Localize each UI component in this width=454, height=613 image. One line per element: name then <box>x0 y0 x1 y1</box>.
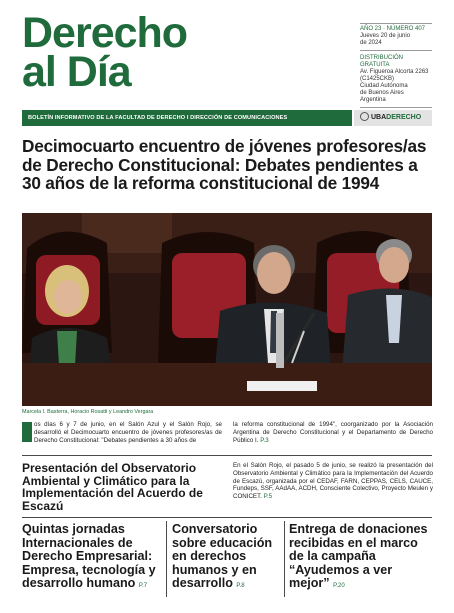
distribution-label: DISTRIBUCIÓN GRATUITA <box>360 55 404 68</box>
address-line: Av. Figueroa Alcorta 2263 <box>360 69 429 75</box>
column-divider <box>284 521 285 597</box>
lead-text-left <box>22 421 222 444</box>
secondary-headline[interactable]: Presentación del Observatorio Ambiental y Climático para la Implementación del Acuerdo de Escazú <box>22 461 203 513</box>
uba-derecho-logo[interactable] <box>354 110 432 126</box>
teaser-page-ref[interactable]: P.7 <box>138 583 148 590</box>
masthead-title-line1: Derecho <box>22 9 188 57</box>
issue-date-line1: Jueves 20 de junio <box>360 33 411 39</box>
issue-date-line2: de 2024 <box>360 40 382 46</box>
address-line: de Buenos Aires <box>360 90 404 96</box>
lead-left-text: os días 6 y 7 de junio, en el Salón Azul y el Salón Rojo, se desarrolló el Decimocuarto encuentro de jóvenes profesores/as de Derecho Constitucional: "Debates pendientes a 30 años de <box>34 421 222 444</box>
address-line: (C1425CKB) <box>360 76 395 82</box>
lead-page-ref[interactable]: P.3 <box>260 436 269 444</box>
teaser-conversatorio[interactable] <box>172 523 280 594</box>
issue-number: AÑO 23 · NÚMERO 407 <box>360 26 426 32</box>
teaser-empresarial[interactable] <box>22 523 160 594</box>
teaser-donaciones[interactable] <box>289 523 434 594</box>
divider <box>22 517 432 518</box>
uba-seal-icon <box>360 112 369 121</box>
issue-info <box>360 23 432 112</box>
masthead-title-line2: al Día <box>22 48 131 96</box>
teaser-title: Entrega de donaciones recibidas en el marco de la campaña “Ayudemos a ver mejor” <box>289 522 428 591</box>
divider <box>22 455 432 456</box>
address-line: Argentina <box>360 97 386 103</box>
column-divider <box>166 521 167 597</box>
secondary-body <box>233 462 433 501</box>
secondary-page-ref[interactable]: P.5 <box>263 493 273 501</box>
secondary-body-text: En el Salón Rojo, el pasado 5 de junio, se realizó la presentación del Observatorio Ambiental y Climático para la Implementación del Acuerdo de Escazú, organizada por el CEDAF, FARN, CEPPAS, CELS, CAUCE, Fundeps, SSF, AAdAA, ACDH, Consciente Colectivo, Proyecto Meulen y CONICET. <box>233 462 433 501</box>
event-photo-illustration <box>22 213 432 406</box>
uba-suffix: DERECHO <box>386 114 422 121</box>
teaser-page-ref[interactable]: P.20 <box>333 583 345 590</box>
event-photo <box>22 213 432 406</box>
main-headline[interactable]: Decimocuarto encuentro de jóvenes profesores/as de Derecho Constitucional: Debates pendientes a 30 años de la reforma constitucional de 1994 <box>22 136 427 193</box>
dropcap-block <box>22 422 32 442</box>
masthead-title <box>22 9 232 96</box>
uba-prefix: UBA <box>371 114 387 121</box>
teaser-page-ref[interactable]: P.8 <box>236 583 245 590</box>
teaser-title: Quintas jornadas Internacionales de Derecho Empresarial: Empresa, tecnología y desarrollo humano <box>22 522 156 591</box>
address-line: Ciudad Autónoma <box>360 83 408 89</box>
bulletin-banner: BOLETÍN INFORMATIVO DE LA FACULTAD DE DERECHO I DIRECCIÓN DE COMUNICACIONES <box>22 110 352 126</box>
lead-right-text: la reforma constitucional de 1994", coorganizado por la Asociación Argentina de Derecho Constitucional y el Departamento de Derecho Público I. <box>233 421 433 444</box>
lead-text-right <box>233 421 433 444</box>
photo-caption: Marcela I. Basterra, Horacio Rosatti y Leandro Vergara <box>22 409 154 415</box>
teaser-title: Conversatorio sobre educación en derechos humanos y en desarrollo <box>172 522 273 591</box>
